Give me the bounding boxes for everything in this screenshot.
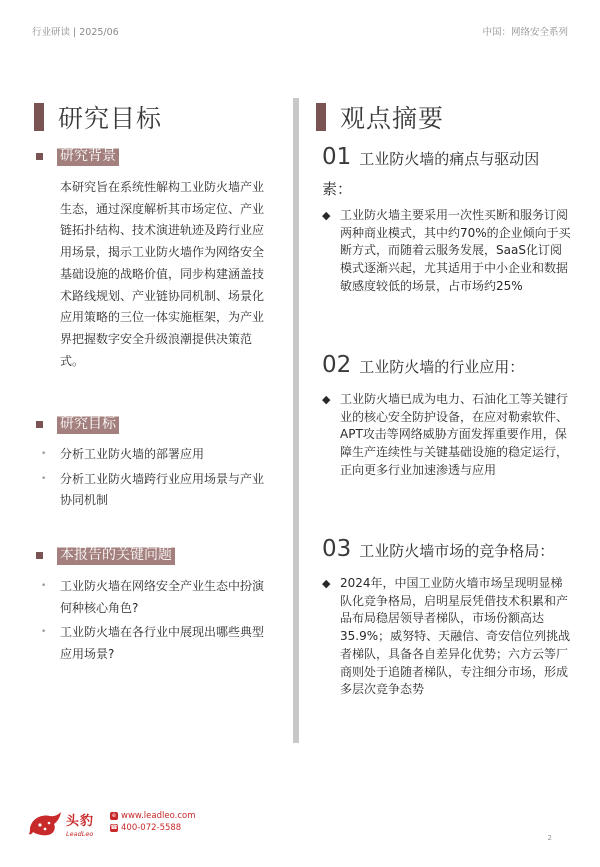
list-item-text: 分析工业防火墙跨行业应用场景与产业协同机制 (60, 471, 265, 507)
list-item-text: 分析工业防火墙的部署应用 (60, 447, 205, 461)
list-item (36, 469, 272, 512)
brand-name: 头豹 (66, 814, 95, 829)
left-title-text: 研究目标 (58, 104, 163, 133)
title-accent-bar (316, 103, 326, 131)
viewpoint-text: 2024年，中国工业防火墙市场呈现明显梯队化竞争格局，启明星辰凭借技术积累和产品布局稳居领导者梯队，市场份额高达35.9%；威努特、天融信、奇安信位列挑战者梯队，具备各自差异化优势；六方云等厂商则处于追随者梯队，专注细分市场，形成多层次竞争态势 (340, 576, 571, 697)
viewpoint-text: 工业防火墙主要采用一次性买断和服务订阅两种商业模式，其中约70%的企业倾向于买断方式，而随着云服务发展，SaaS化订阅模式逐渐兴起，尤其适用于中小企业和数据敏感度较低的场景，占市场约25% (340, 208, 571, 293)
square-bullet-icon (36, 421, 43, 428)
subsection-label: 研究背景 (57, 147, 119, 166)
viewpoint-text: 工业防火墙已成为电力、石油化工等关键行业的核心安全防护设备，在应对勒索软件、APT攻击等网络威胁方面发挥重要作用，保障生产连续性与关键基础设施的稳定运行，正向更多行业加速渗透与应用 (340, 392, 569, 477)
dot-icon: • (41, 581, 47, 591)
dot-icon: • (41, 627, 47, 637)
viewpoint-number: 01 (322, 144, 352, 170)
viewpoint-heading-02 (322, 350, 572, 382)
viewpoint-title: 工业防火墙市场的竞争格局： (359, 542, 555, 560)
header-series-name: 中国：网络安全系列 (482, 27, 568, 38)
left-section-title (34, 99, 162, 135)
right-section-title (316, 99, 444, 135)
list-item-text: 工业防火墙在各行业中展现出哪些典型应用场景? (60, 625, 265, 661)
page-number: 2 (547, 834, 552, 842)
objectives-list (36, 444, 272, 515)
phone-icon: ☎ (110, 823, 118, 831)
leopard-logo-icon (28, 810, 62, 842)
contact-info (110, 810, 195, 834)
list-item (36, 444, 272, 466)
list-item (36, 576, 272, 619)
square-bullet-icon (36, 552, 43, 559)
page-header (32, 24, 568, 38)
diamond-bullet-icon: ◆ (322, 209, 331, 222)
viewpoint-heading-01 (322, 142, 572, 204)
viewpoint-body-01 (322, 207, 572, 296)
diamond-bullet-icon: ◆ (322, 577, 331, 590)
column-divider (293, 98, 299, 743)
page-footer (28, 808, 228, 848)
dot-icon: • (41, 449, 47, 459)
subsection-label: 研究目标 (57, 415, 119, 434)
website-link[interactable]: www.leadleo.com (121, 811, 196, 821)
dot-icon: • (41, 473, 47, 484)
subsection-background (36, 147, 119, 166)
title-accent-bar (34, 103, 44, 131)
diamond-bullet-icon: ◆ (322, 393, 331, 406)
subsection-objectives (36, 415, 119, 434)
list-item (36, 622, 272, 665)
list-item-text: 工业防火墙在网络安全产业生态中扮演何种核心角色? (60, 579, 265, 615)
globe-icon: e (110, 812, 118, 820)
subsection-label: 本报告的关键问题 (57, 546, 175, 565)
viewpoint-title-cont: 素： (322, 180, 353, 198)
viewpoint-heading-03 (322, 534, 572, 566)
viewpoint-title: 工业防火墙的痛点与驱动因 (359, 150, 540, 168)
header-series-date: 行业研读 | 2025/06 (32, 27, 119, 38)
viewpoint-body-02 (322, 391, 572, 480)
questions-list (36, 576, 272, 668)
viewpoint-title: 工业防火墙的行业应用： (359, 358, 525, 376)
phone-number: 400-072-5588 (121, 823, 182, 833)
right-title-text: 观点摘要 (340, 104, 445, 133)
background-paragraph: 本研究旨在系统性解构工业防火墙产业生态，通过深度解析其市场定位、产业链拓扑结构、技术演进轨迹及跨行业应用场景，揭示工业防火墙作为网络安全基础设施的战略价值，同步构建涵盖技术路线规划、产业链协同机制、场景化应用策略的三位一体实施框架，为产业界把握数字安全升级浪潮提供决策范式。 (60, 180, 265, 368)
viewpoint-number: 02 (322, 352, 352, 378)
square-bullet-icon (36, 153, 43, 160)
viewpoint-number: 03 (322, 536, 352, 562)
viewpoint-body-03 (322, 575, 572, 699)
brand-name-en: LeadLeo (66, 830, 94, 838)
subsection-questions (36, 546, 175, 565)
